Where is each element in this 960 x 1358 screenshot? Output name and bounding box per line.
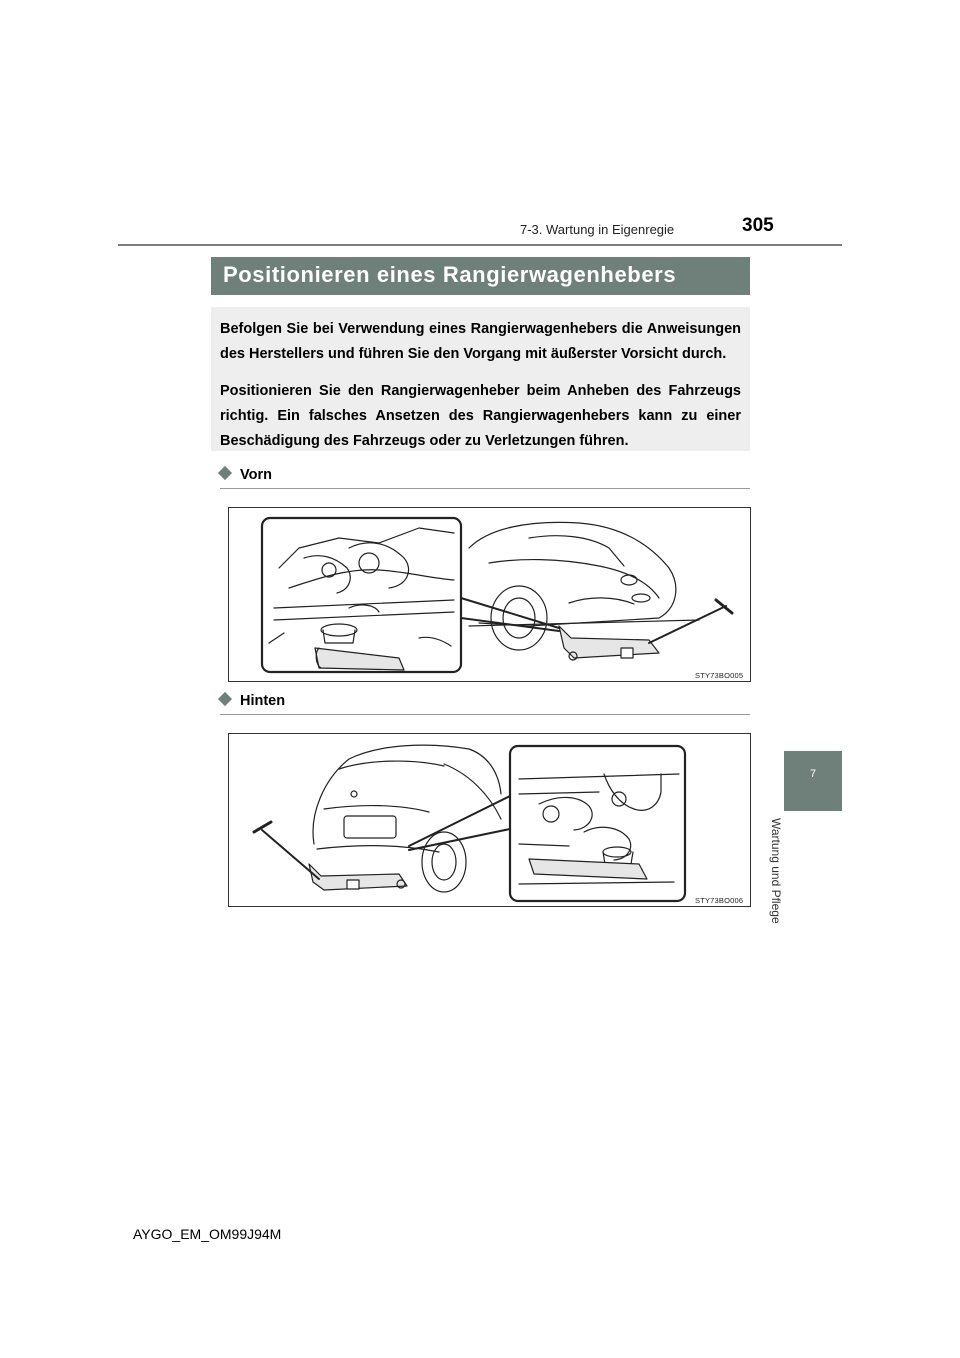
footer-doc-id: AYGO_EM_OM99J94M (133, 1226, 282, 1242)
subheading-rule (220, 488, 750, 489)
header-section-title: 7-3. Wartung in Eigenregie (520, 222, 675, 237)
chapter-number: 7 (809, 768, 817, 780)
figure-code-front: STY73BO005 (695, 671, 744, 680)
figure-front (228, 507, 751, 682)
diamond-bullet-icon (218, 466, 232, 480)
figure-code-rear: STY73BO006 (695, 896, 744, 905)
subheading-rear-label: Hinten (240, 693, 286, 709)
intro-paragraph-2: Positionieren Sie den Rangierwagenheber beim Anheben des Fahrzeugs richtig. Ein falsches Ansetzen des Rangierwagenhebers kann zu einer Beschädigung des Fahrzeugs oder zu Verletzungen führen. (220, 383, 741, 449)
header-rule (118, 244, 842, 246)
figure-rear (228, 733, 751, 907)
rear-jack-illustration (229, 734, 750, 906)
subheading-front-label: Vorn (240, 467, 272, 483)
diamond-bullet-icon (218, 692, 232, 706)
chapter-title: Wartung und Pflege (769, 818, 783, 924)
subheading-rear (220, 693, 285, 709)
front-jack-illustration (229, 508, 750, 681)
page-title: Positionieren eines Rangierwagenhebers (223, 262, 677, 287)
page-number: 305 (742, 215, 774, 236)
subheading-rule (220, 714, 750, 715)
chapter-tab (784, 751, 842, 811)
subheading-front (220, 467, 272, 483)
intro-paragraph-1: Befolgen Sie bei Verwendung eines Rangierwagenhebers die Anweisungen des Herstellers und führen Sie den Vorgang mit äußerster Vorsicht durch. (220, 321, 741, 362)
